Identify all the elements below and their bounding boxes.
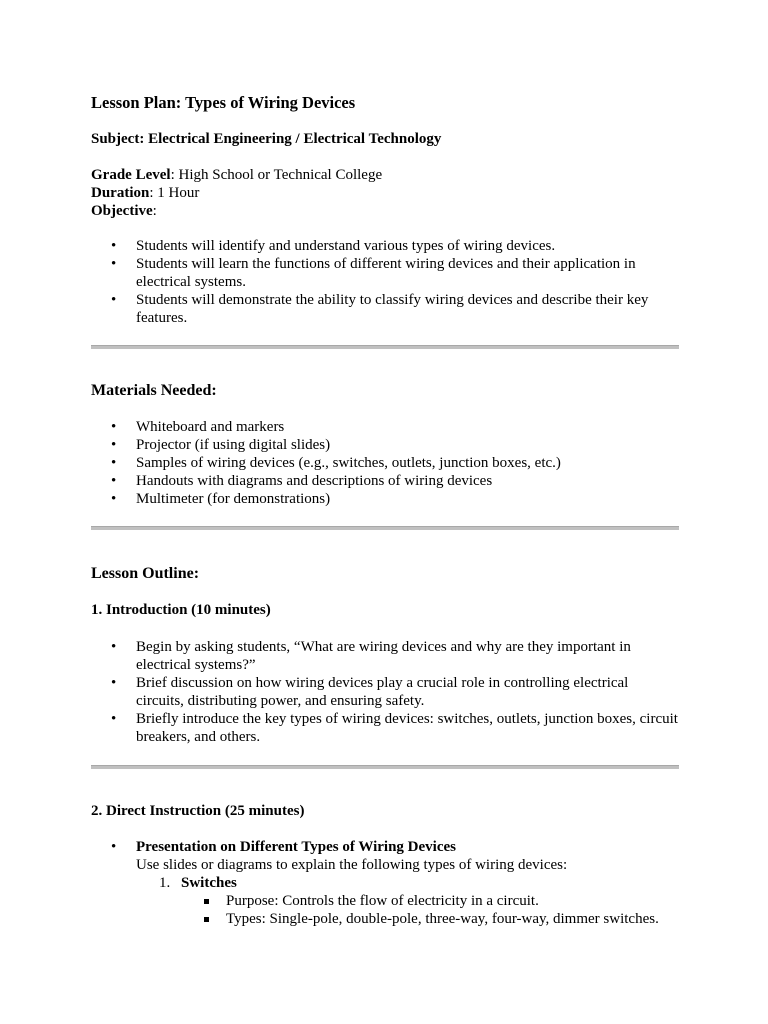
device-type-item (136, 874, 679, 928)
list-item: • Briefly introduce the key types of wiring devices: switches, outlets, junction boxes, circuit breakers, and others. (91, 710, 679, 746)
list-item: • Samples of wiring devices (e.g., switches, outlets, junction boxes, etc.) (91, 454, 679, 472)
list-item: • Students will demonstrate the ability to classify wiring devices and describe their key features. (91, 291, 679, 327)
intro-heading: 1. Introduction (10 minutes) (91, 602, 271, 618)
device-type-title: Switches (181, 875, 237, 891)
device-points-list (181, 892, 679, 928)
section-divider (91, 526, 679, 530)
list-item: Purpose: Controls the flow of electricity in a circuit. (181, 892, 679, 910)
item-number: 1. (159, 875, 171, 891)
list-item: Types: Single-pole, double-pole, three-way, four-way, dimmer switches. (181, 910, 679, 928)
document-page (91, 93, 679, 928)
device-type-list (136, 874, 679, 928)
outline-heading: Lesson Outline: (91, 565, 200, 582)
list-item: • Multimeter (for demonstrations) (91, 490, 679, 508)
materials-heading: Materials Needed: (91, 382, 217, 399)
subject-line: Subject: Electrical Engineering / Electrical Technology (91, 131, 442, 147)
direct-instruction-list (91, 838, 679, 928)
objective-label: Objective (91, 203, 153, 219)
materials-list (91, 418, 679, 508)
presentation-text: Use slides or diagrams to explain the following types of wiring devices: (136, 857, 568, 873)
list-item: • Students will identify and understand various types of wiring devices. (91, 237, 679, 255)
list-item: • Projector (if using digital slides) (91, 436, 679, 454)
grade-level-label: Grade Level (91, 167, 171, 183)
list-item: • Students will learn the functions of different wiring devices and their application in electrical systems. (91, 255, 679, 291)
list-item: • Brief discussion on how wiring devices play a crucial role in controlling electrical circuits, distributing power, and ensuring safety. (91, 674, 679, 710)
page-title: Lesson Plan: Types of Wiring Devices (91, 93, 356, 112)
direct-instruction-heading: 2. Direct Instruction (25 minutes) (91, 803, 305, 819)
list-item: • Begin by asking students, “What are wiring devices and why are they important in electrical systems?” (91, 638, 679, 674)
objectives-list (91, 237, 679, 327)
list-item: • Whiteboard and markers (91, 418, 679, 436)
section-divider (91, 345, 679, 349)
duration-value: : 1 Hour (149, 185, 200, 201)
intro-list (91, 638, 679, 746)
section-divider (91, 765, 679, 769)
grade-level-value: : High School or Technical College (170, 167, 383, 183)
list-item (91, 838, 679, 928)
grade-level-line (91, 166, 679, 184)
objective-line (91, 202, 679, 220)
objective-value: : (152, 203, 157, 219)
duration-label: Duration (91, 185, 150, 201)
duration-line (91, 184, 679, 202)
presentation-title: Presentation on Different Types of Wiring Devices (136, 839, 456, 855)
list-item: • Handouts with diagrams and descriptions of wiring devices (91, 472, 679, 490)
